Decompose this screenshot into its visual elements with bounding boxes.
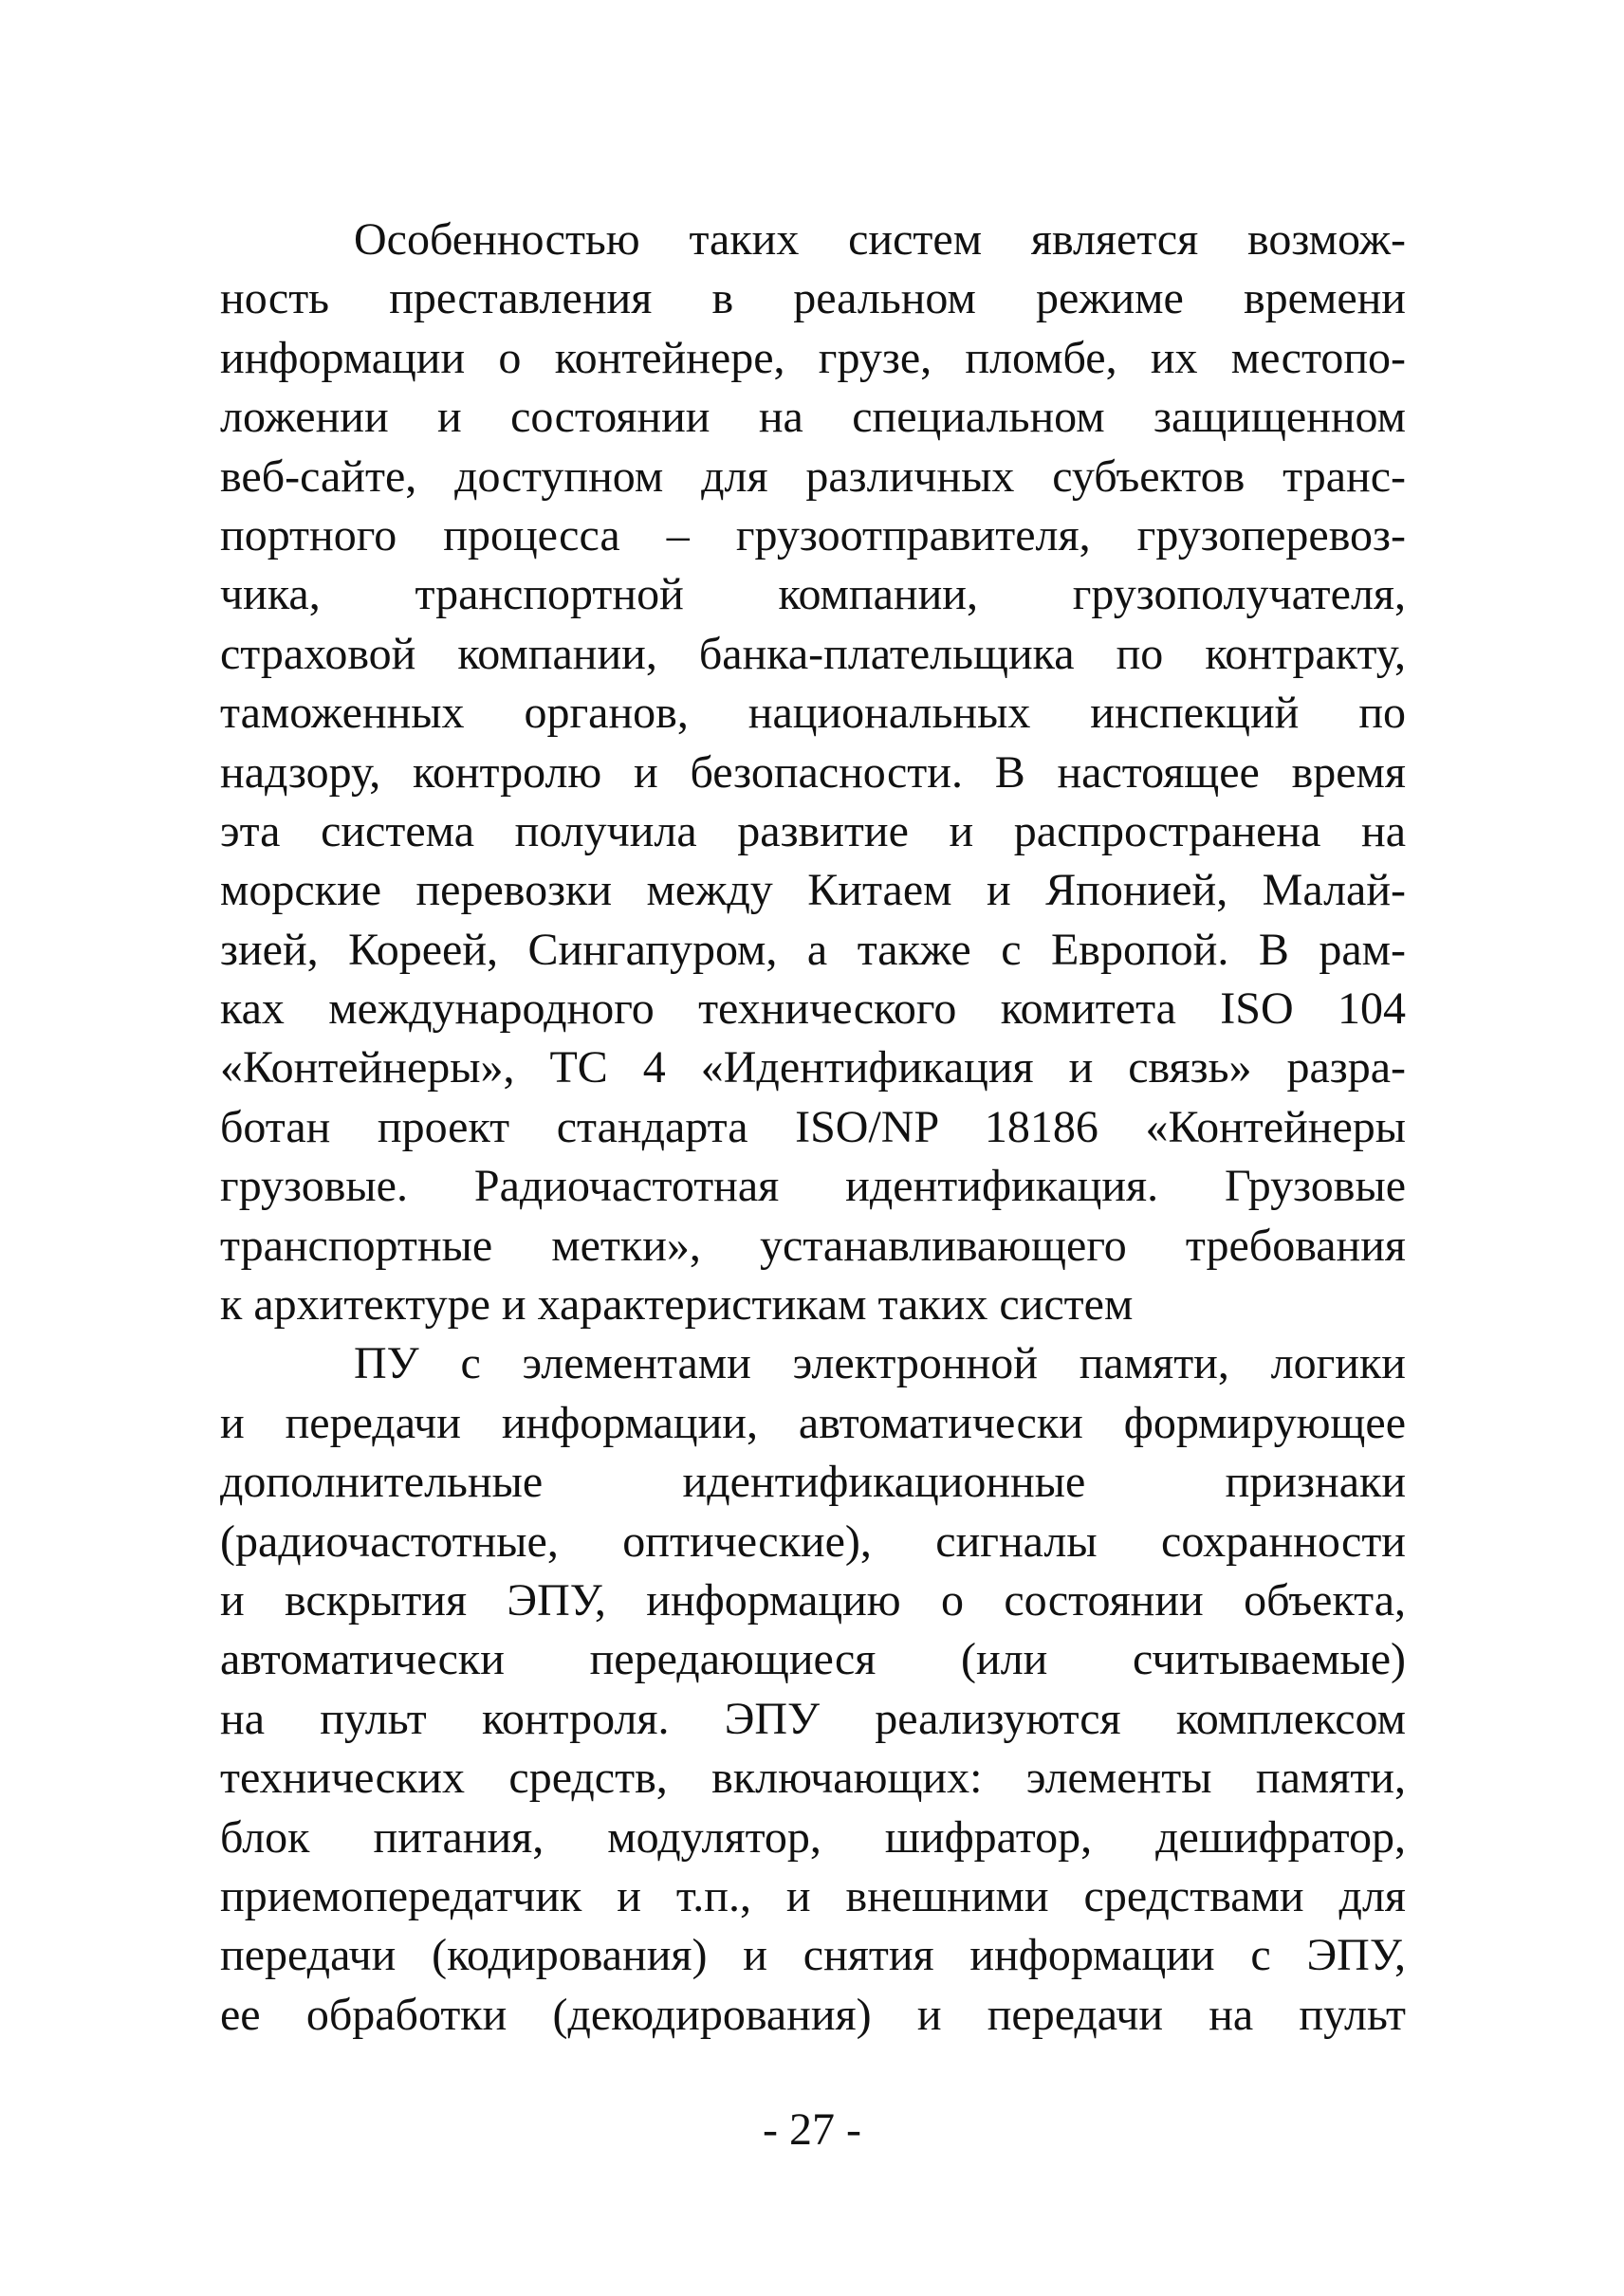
- text-line: (радиочастотные, оптические), сигналы сохранности: [220, 1515, 1406, 1567]
- text-line: технических средств, включающих: элементы памяти,: [220, 1753, 1406, 1804]
- text-line: информации о контейнере, грузе, пломбе, их местопо-: [220, 332, 1406, 383]
- paragraph: [220, 1334, 1406, 2045]
- text-line: ложении и состоянии на специальном защищенном: [220, 392, 1406, 443]
- body-text: [220, 211, 1406, 2045]
- text-line: ее обработки (декодирования) и передачи на пульт: [220, 1989, 1406, 2040]
- text-line: «Контейнеры», TC 4 «Идентификация и связь» разра-: [220, 1042, 1406, 1093]
- text-line: передачи (кодирования) и снятия информации с ЭПУ,: [220, 1930, 1406, 1981]
- text-line: грузовые. Радиочастотная идентификация. Грузовые: [220, 1161, 1406, 1212]
- text-line: надзору, контролю и безопасности. В настоящее время: [220, 746, 1406, 798]
- text-line: дополнительные идентификационные признаки: [220, 1457, 1406, 1508]
- text-line: таможенных органов, национальных инспекций по: [220, 688, 1406, 739]
- text-line: зией, Кореей, Сингапуром, а также с Европой. В рам-: [220, 924, 1406, 975]
- text-line: и передачи информации, автоматически формирующее: [220, 1397, 1406, 1448]
- text-line: страховой компании, банка-плательщика по контракту,: [220, 628, 1406, 679]
- text-line: на пульт контроля. ЭПУ реализуются комплексом: [220, 1693, 1406, 1744]
- text-line: морские перевозки между Китаем и Японией, Малай-: [220, 865, 1406, 916]
- text-line: ботан проект стандарта ISO/NP 18186 «Контейнеры: [220, 1101, 1406, 1152]
- text-line: портного процесса – грузоотправителя, грузоперевоз-: [220, 509, 1406, 560]
- text-line: веб-сайте, доступном для различных субъектов транс-: [220, 450, 1406, 502]
- text-line: транспортные метки», устанавливающего требования: [220, 1220, 1406, 1271]
- paragraph: [220, 211, 1406, 1334]
- text-line: блок питания, модулятор, шифратор, дешифратор,: [220, 1811, 1406, 1863]
- text-line: автоматически передающиеся (или считываемые): [220, 1634, 1406, 1685]
- text-line: приемопередатчик и т.п., и внешними средствами для: [220, 1870, 1406, 1921]
- text-line: и вскрытия ЭПУ, информацию о состоянии объекта,: [220, 1574, 1406, 1626]
- text-line: эта система получила развитие и распространена на: [220, 805, 1406, 856]
- text-line: ПУ с элементами электронной памяти, логики: [354, 1338, 1406, 1389]
- text-line: к архитектуре и характеристикам таких систем: [220, 1279, 1134, 1331]
- text-line: ность преставления в реальном режиме времени: [220, 273, 1406, 324]
- text-line: чика, транспортной компании, грузополучателя,: [220, 569, 1406, 620]
- text-line: Особенностью таких систем является возмож-: [354, 214, 1406, 265]
- page-number: - 27 -: [763, 2104, 861, 2155]
- text-line: ках международного технического комитета ISO 104: [220, 983, 1406, 1035]
